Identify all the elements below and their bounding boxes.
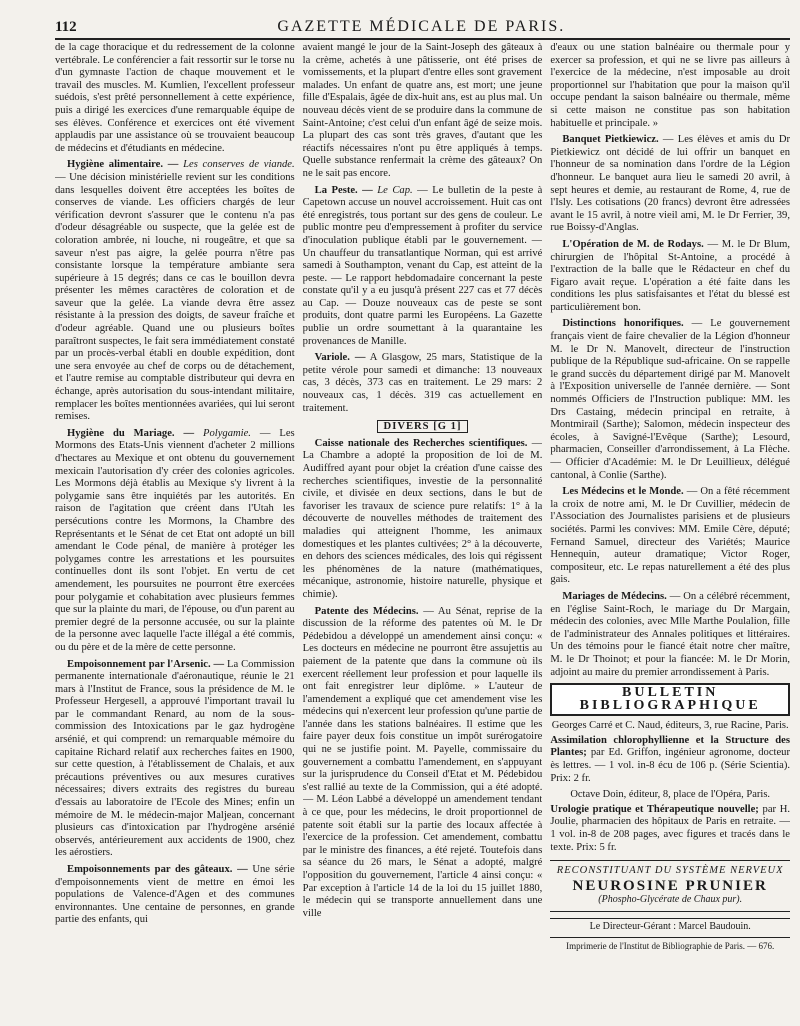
article-paragraph: avaient mangé le jour de la Saint-Joseph des gâteaux à la crème, achetés à une pâtisserie, ont été prises de vomissements, et la plupart d'entre elles sont gravement malades. Un enfant de quatre ans, est mort; une jeune fille d'Espalais, âgée de dix-huit ans, est au plus mal. Un nouveau décès vient de se produire dans la commune de Saint-Antoine; c'est celui d'un enfant âgé de seize mois. La plupart des cas sont très graves, d'autant que les réactifs nécessaires n'ont pu être appliqués à temps. Quelle substance renfermait la crème des gâteaux? On ne le sait pas encore. — [302, 42, 543, 179]
column-2 — [303, 42, 543, 1018]
book-2: Urologie pratique et Thérapeutique nouvelle; par H. Joulie, pharmacien des hôpitaux de Paris en retraite. — 1 vol. in-8 de 208 pages, avec figures et tracés dans le texte. Prix: 5 fr. — [550, 803, 791, 853]
article-paragraph: de la cage thoracique et du redressement de la colonne vertébrale. Le conférencier a fait ressortir sur le torse nu d'un gymnaste l'action de chaque mouvement et le travail des muscles. M. Kumlien, l'excellent professeur suédois, s'est prêté personnellement à cette expérience, puis a dirigé les exercices d'une remarquable équipe de ses élèves. Conférence et exercices ont été vivement applaudis par une assistance où se trouvaient beaucoup de médecins et d'étudiants en médecine. — [55, 42, 295, 154]
page-title: GAZETTE MÉDICALE DE PARIS. — [277, 18, 566, 35]
page-number: 112 — [55, 19, 77, 35]
article-paragraph: L'Opération de M. de Rodays. — M. le Dr Blum, chirurgien de l'hôpital St-Antoine, a procédé à l'extraction de la balle que le Rédacteur en chef du Figaro avait reçue. L'opération a été faite dans les conditions les plus satisfaisantes et l'état du blessé est particulièrement bon. — [550, 238, 791, 313]
article-paragraph: Caisse nationale des Recherches scientifiques. — La Chambre a adopté la proposition de loi de M. Audiffred ayant pour objet la création d'une caisse des recherches scientifiques, investie de la personnalité civile, et divisée en deux sections, dans le but de favoriser les travaux de science pure relatifs: 1° à la découverte de nouvelles méthodes de traitement des maladies qui atteignent l'homme, les animaux domestiques et les plantes cultivées; 2° à la découverte, en dehors des sciences médicales, des lois qui régissent les phénomènes de la nature (mathématiques, mécanique, astronomie, histoire naturelle, physique et chimie). — [302, 437, 543, 600]
article-paragraph: Empoisonnement par l'Arsenic. — La Commission permanente internationale d'aéronautique, réunie le 21 mars à l'Institut de France, sous la présidence de M. le Professeur Hergesell, a approuvé l'important travail lu par le commandant Renard, au nom de la sous-commission des Intoxications par le gaz hydrogène arsénié, et qui comprend: un remarquable mémoire du capitaine Richard relatif aux recherches faites en 1900, sur cette question, à l'établissement de Chalais, et aux précautions préventives ou aux mesures curatives nécessaires; divers extraits des registres du bureau d'essais au laboratoire de l'Ecole des Mines; enfin un mémoire de M. le médecin-major Maljean, concernant plusieurs cas d'intoxication par l'hydrogène arsénié observés, antérieurement aux accidents de 1900, chez les aérostiers. — [55, 658, 295, 859]
article-paragraph: Hygiène du Mariage. — Polygamie. — Les Mormons des Etats-Unis viennent d'acheter 2 millions d'hectares au Mexique et ont obtenu du gouvernement mexicain l'autorisation d'y créer des colonies agricoles. Les Mormons déjà établis au Mexique s'y livrent à la polygamie sans être inquiétés par les autorités. En raison de l'agitation que créent dans l'Utah les persécutions contre les Mormons, la Chambre des Représentants et le Sénat de cet Etat ont adopté un bill amendant le Code pénal, de manière à protéger les polygames contre les arrestations et les poursuites continuelles dont ils sont l'objet. En vertu de cet amendement, les poursuites ne pourront être exercées pour polygamie et cohabitation avec plusieurs femmes que sur la plainte du mari, de l'épouse, ou d'un parent au premier degré de la personne accusée, ou sur la plainte de la personne avec laquelle l'acte illégal a été commis, ou du père et de la mère de cette personne. — [55, 427, 295, 653]
gerant-line: Le Directeur-Gérant : Marcel Baudouin. — [550, 918, 790, 934]
bulletin-banner: BULLETIN BIBLIOGRAPHIQUE — [550, 683, 790, 716]
article-paragraph: Patente des Médecins. — Au Sénat, reprise de la discussion de la réforme des patentes où M. le Dr Pédebidou a développé un amendement ainsi conçu: « Les docteurs en médecine ne pourront être assujettis au paiement de la patente que dans la commune où ils exercent réellement leur profession et pour laquelle ils ont fait enregistrer leur diplôme. » L'auteur de l'amendement a expliqué que cet amendement vise les médecins qui n'exercent leur profession qu'une partie de l'année dans les stations balnéaires. Il estime que les faire payer deux fois constitue un impôt surérogatoire qui ne se justifie point. M. Payelle, commissaire du gouvernement a combattu l'amendement, en s'appuyant sur la jurisprudence du Conseil d'Etat et M. Pédebidou s'est rallié au texte de la Commission, qui a été adopté. — M. Léon Labbé a développé un amendement tendant à ce que, pour les médecins, le droit proportionnel de patente soit établi sur la partie des locaux affectée à l'exercice de la profession. Cet amendement, combattu par le ministre des finances, a été rejeté. Toutefois dans sa séance du 26 mars, le Sénat a adopté, malgré l'opposition du gouvernement, l'article 4 ainsi conçu: « Par exception à l'article 14 de la loi du 15 juillet 1880, le médecin qui se transporte annuellement dans une ville — [302, 605, 543, 919]
article-paragraph: Empoisonnements par des gâteaux. — Une série d'empoisonnements vient de mettre en émoi les populations de Valence-d'Agen et des communes environnantes. Une centaine de personnes, en grande partie des enfants, qui — [55, 864, 295, 926]
article-paragraph: Distinctions honorifiques. — Le gouvernement français vient de faire chevalier de la Légion d'honneur M. le Dr N. Manovelt, directeur de l'instruction publique de la République sud-africaine. On se rappelle le grand succès du département dirigé par M. Manovelt à l'Exposition universelle de l'année dernière. — Sont nommés Officiers de l'Instruction publique: MM. les Drs Castaing, médecin principal en retraite, à Montmirail (Sarthe); Salomon, médecin inspecteur des écoles, à Savigné-l'Evêque (Sarthe); Lesourd, pharmacien, Conseiller d'arrondissement, à La Flèche. — Officier d'Académie: M. le Dr Leuillieux, délégué cantonal, à Conlie (Sarthe). — [550, 318, 791, 481]
page-header — [55, 14, 790, 40]
columns — [55, 42, 790, 1018]
article-paragraph: Mariages de Médecins. — On a célébré récemment, en l'église Saint-Roch, le mariage du Dr Margain, médecin des colonies, avec Mlle Marthe Poulalion, fille de l'administrateur des Annales politiques et littéraires. Un des témoins pour le fiancé était notre cher maître, M. le Dr Thoinot; et pour la fiancée: M. le Dr Morin, adjoint au maire du premier arrondissement à Paris. — [550, 590, 791, 678]
publisher-1: Georges Carré et C. Naud, éditeurs, 3, rue Racine, Paris. — [551, 720, 789, 732]
article-paragraph: Hygiène alimentaire. — Les conserves de viande. — Une décision ministérielle revient sur les conditions dans lesquelles doivent être acceptées les boîtes de conserves de viande. Les officiers chargés de leur vérification devront s'assurer que le contenu n'a pas d'odeur désagréable ou suspecte, que la gelée est de coloration ambrée, ni louche, ni rougeâtre, et que sa saveur n'est pas aigre, la gelée pourra n'être pas consistante lorsque la température ambiante sera supérieure à 15 degrés; dans ce cas le bouillon devra présenter les mêmes caractères de coloration et de saveur que la gelée. La viande devra être assez résistante à la pression des doigts, de saveur fraîche et d'odeur agréable. Quand une ou plusieurs boîtes paraîtront suspectes, le fait sera immédiatement constaté par un procès-verbal établi en double expédition, dont une sera envoyée au chef de corps ou de détachement, et l'autre remise au comptable distributeur qui devra en échange, après autorisation du sous-intendant militaire, remplacer les boîtes mentionnées avariées, qui lui seront remises. — [55, 159, 295, 423]
article-paragraph: Les Médecins et le Monde. — On a fêté récemment la croix de notre ami, M. le Dr Cuvillier, médecin de l'Association des Journalistes parisiens et de plusieurs sociétés. Parmi les convives: MM. Emile Cère, député; Fernand Samuel, directeur des Variétés; Maurice Hennequin, auteur dramatique; Victor Roger, compositeur, etc. Le repas naturellement a été des plus gais. — [550, 486, 791, 586]
article-paragraph: Banquet Pietkiewicz. — Les élèves et amis du Dr Pietkiewicz ont décidé de lui offrir un banquet en l'honneur de sa nomination dans l'ordre de la Légion d'honneur. Le banquet aura lieu le samedi 20 avril, à sept heures et demie, au restaurant de Rome, 4, rue de l'Isly. Les cotisations (20 francs) devront être adressées avant le 15 avril, à notre vieil ami, M. le Dr Ferrier, 39, rue Boissy-d'Anglas. — [550, 134, 791, 234]
advertisement: RECONSTITUANT DU SYSTÈME NERVEUX NEUROSINE PRUNIER (Phospho-Glycérate de Chaux pur). — [550, 860, 790, 912]
publisher-2: Octave Doin, éditeur, 8, place de l'Opéra, Paris. — [570, 789, 771, 801]
column-3 — [550, 42, 790, 1018]
article-paragraph: d'eaux ou une station balnéaire ou thermale pour y exercer sa profession, et qui ne se livre pas ailleurs à l'exercice de la médecine, n'est imposable au droit proportionnel sur l'habitation que pour la maison qu'il occupe pendant la saison balnéaire ou thermale, même si cette maison ne constitue pas son habitation habituelle et principale. » — [550, 42, 791, 129]
column-1 — [55, 42, 295, 1018]
book-1: Assimilation chlorophyllienne et la Structure des Plantes; par Ed. Griffon, ingénieur agronome, docteur ès lettres. — 1 vol. in-8 écu de 106 p. (Série Scientia). Prix: 2 fr. — [550, 734, 791, 784]
article-paragraph: Variole. — A Glasgow, 25 mars, Statistique de la petite vérole pour samedi et dimanche: 13 nouveaux cas, 3 décès, 373 cas en traitement. Le 29 mars: 2 nouveaux cas, 1 décès. 319 cas actuellement en traitement. — [302, 352, 543, 414]
imprimerie-line: Imprimerie de l'Institut de Bibliographie de Paris. — 676. — [550, 937, 790, 953]
divers-heading: DIVERS [G 1] — [303, 421, 543, 434]
article-paragraph: La Peste. — Le Cap. — Le bulletin de la peste à Capetown accuse un nouvel accroissement. Huit cas ont été enregistrés, tous portant sur des gens de couleur. Le public montre peu d'empressement à profiter du service d'inoculation publique établi par le gouvernement. — Un chauffeur du transatlantique Norman, qui est arrivé samedi à Southampton, venant du Cap, est atteint de la peste. — Le rapport hebdomadaire concernant la peste constate qu'il y a eu jusqu'à présent 227 cas et 77 décès au Cap. — Douze nouveaux cas de peste se sont produits, dont quatre parmi les Européens. La Gazette publie un ordre soumettant à la quarantaine les provenances de Manille. — [302, 184, 543, 347]
